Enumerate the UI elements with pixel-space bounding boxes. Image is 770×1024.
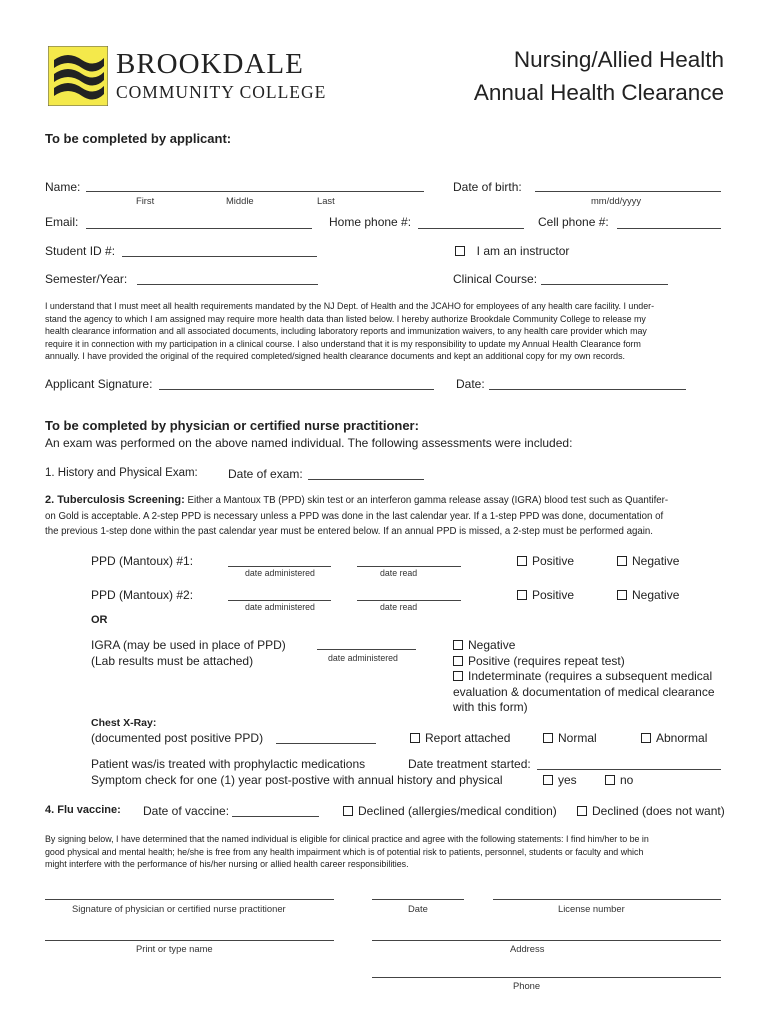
checkbox-icon[interactable] bbox=[617, 590, 627, 600]
ppd1-date-read-field[interactable] bbox=[357, 566, 461, 567]
symptom-check-label: Symptom check for one (1) year post-postive with annual history and physical bbox=[91, 773, 503, 787]
igra-results: Negative Positive (requires repeat test) Indeterminate (requires a subsequent medical evaluation & documentation of medical clearance with this form) bbox=[453, 638, 715, 714]
phone-label: Phone bbox=[513, 980, 541, 991]
igra-negative-checkbox[interactable]: Negative bbox=[453, 638, 715, 654]
home-phone-field[interactable] bbox=[418, 228, 524, 229]
college-subtitle: COMMUNITY COLLEGE bbox=[116, 82, 327, 102]
xray-abnormal-checkbox[interactable]: Abnormal bbox=[641, 731, 707, 745]
clinical-course-field[interactable] bbox=[541, 284, 668, 285]
physician-section-heading: To be completed by physician or certified nurse practitioner: bbox=[45, 418, 419, 433]
checkbox-icon[interactable] bbox=[410, 733, 420, 743]
instructor-checkbox[interactable] bbox=[455, 244, 569, 258]
checkbox-icon[interactable] bbox=[543, 775, 553, 785]
instructor-label: I am an instructor bbox=[476, 244, 570, 258]
ppd2-date-read-hint: date read bbox=[380, 602, 418, 612]
flu-declined-medical-checkbox[interactable]: Declined (allergies/medical condition) bbox=[343, 804, 557, 818]
symptom-no-checkbox[interactable]: no bbox=[605, 773, 633, 787]
applicant-statement: I understand that I must meet all health requirements mandated by the NJ Dept. of Health and the JCAHO for employees of any health care facility. I under- stand the agency to which I am assigned may require more health data than listed below. I hereby authorize Brookdale Community College to release my health clearance information and all associated documents, including laboratory reports and immunization waivers, to any health care provider which may require it in connection with my participation in a clinical course. I also understand that it is my responsibility to update my Annual Health Clearance form annually. I have provided the original of the required completed/signed health clearance documents and kept an additional copy for my own records. bbox=[45, 301, 655, 362]
middle-name-hint: Middle bbox=[226, 195, 254, 206]
ppd2-date-administered-hint: date administered bbox=[245, 602, 315, 612]
chest-xray-label: Chest X-Ray: bbox=[91, 717, 157, 729]
ppd2-positive-checkbox[interactable]: Positive bbox=[517, 588, 574, 602]
home-phone-label: Home phone #: bbox=[329, 215, 412, 229]
tb-label: 2. Tuberculosis Screening: bbox=[45, 494, 185, 506]
date-of-exam-field[interactable] bbox=[308, 479, 424, 480]
checkbox-icon[interactable] bbox=[453, 640, 463, 650]
igra-label: IGRA (may be used in place of PPD) (Lab results must be attached) bbox=[91, 638, 286, 668]
ppd1-label: PPD (Mantoux) #1: bbox=[91, 554, 194, 568]
form-title-line1: Nursing/Allied Health bbox=[513, 47, 724, 72]
semester-field[interactable] bbox=[137, 284, 318, 285]
license-number-field[interactable] bbox=[493, 899, 721, 900]
cell-phone-field[interactable] bbox=[617, 228, 721, 229]
history-physical-label: 1. History and Physical Exam: bbox=[45, 467, 198, 479]
physician-signature-field[interactable] bbox=[45, 899, 334, 900]
applicant-section-heading: To be completed by applicant: bbox=[45, 131, 232, 146]
symptom-yes-checkbox[interactable]: yes bbox=[543, 773, 577, 787]
applicant-date-field[interactable] bbox=[489, 389, 686, 390]
applicant-date-label: Date: bbox=[456, 377, 485, 391]
email-field[interactable] bbox=[86, 228, 312, 229]
flu-declined-want-checkbox[interactable]: Declined (does not want) bbox=[577, 804, 725, 818]
license-number-label: License number bbox=[558, 903, 625, 914]
ppd2-date-administered-field[interactable] bbox=[228, 600, 331, 601]
ppd1-date-administered-hint: date administered bbox=[245, 568, 315, 578]
student-id-label: Student ID #: bbox=[45, 244, 116, 258]
dob-format-hint: mm/dd/yyyy bbox=[591, 195, 642, 206]
checkbox-icon[interactable] bbox=[577, 806, 587, 816]
ppd2-negative-checkbox[interactable]: Negative bbox=[617, 588, 679, 602]
flu-date-label: Date of vaccine: bbox=[143, 804, 230, 818]
ppd1-positive-checkbox[interactable]: Positive bbox=[517, 554, 574, 568]
physician-subheading: An exam was performed on the above named individual. The following assessments were included: bbox=[45, 436, 573, 450]
print-name-field[interactable] bbox=[45, 940, 334, 941]
checkbox-icon[interactable] bbox=[517, 590, 527, 600]
ppd1-date-read-hint: date read bbox=[380, 568, 418, 578]
checkbox-icon[interactable] bbox=[641, 733, 651, 743]
checkbox-icon[interactable] bbox=[343, 806, 353, 816]
name-label: Name: bbox=[45, 180, 81, 194]
form-title-line2: Annual Health Clearance bbox=[473, 80, 724, 105]
physician-date-label: Date bbox=[408, 903, 428, 914]
cell-phone-label: Cell phone #: bbox=[538, 215, 609, 229]
checkbox-icon[interactable] bbox=[453, 671, 463, 681]
applicant-signature-label: Applicant Signature: bbox=[45, 377, 153, 391]
first-name-hint: First bbox=[136, 195, 155, 206]
ppd1-negative-checkbox[interactable]: Negative bbox=[617, 554, 679, 568]
phone-field[interactable] bbox=[372, 977, 721, 978]
clinical-course-label: Clinical Course: bbox=[453, 272, 538, 286]
college-logo bbox=[48, 46, 108, 106]
tb-screening-block: 2. Tuberculosis Screening: Either a Mantoux TB (PPD) skin test or an interferon gamma release assay (IGRA) blood test such as Quantifer- on Gold is acceptable. A 2-step PPD is necessary unless a PPD was done in the last calendar year. If a 1-step PPD was done, documentation of the previous 1-step done within the past calendar year must be entered below. If an annual PPD is missed, a 2-step must be performed again. bbox=[45, 494, 669, 537]
igra-positive-checkbox[interactable]: Positive (requires repeat test) bbox=[453, 654, 715, 670]
chest-xray-date-field[interactable] bbox=[276, 743, 376, 744]
dob-field[interactable] bbox=[535, 191, 721, 192]
name-field[interactable] bbox=[86, 191, 424, 192]
checkbox-icon[interactable] bbox=[455, 246, 465, 256]
checkbox-icon[interactable] bbox=[517, 556, 527, 566]
brookdale-logo-icon bbox=[48, 46, 108, 106]
date-of-exam-label: Date of exam: bbox=[228, 467, 303, 481]
prophylactic-label: Patient was/is treated with prophylactic medications bbox=[91, 757, 366, 771]
xray-normal-checkbox[interactable]: Normal bbox=[543, 731, 597, 745]
date-treatment-field[interactable] bbox=[537, 769, 721, 770]
date-treatment-label: Date treatment started: bbox=[408, 757, 531, 771]
ppd1-date-administered-field[interactable] bbox=[228, 566, 331, 567]
college-name: BROOKDALE bbox=[116, 48, 304, 80]
semester-label: Semester/Year: bbox=[45, 272, 128, 286]
physician-signature-label: Signature of physician or certified nurse practitioner bbox=[72, 903, 286, 914]
student-id-field[interactable] bbox=[122, 256, 317, 257]
ppd2-label: PPD (Mantoux) #2: bbox=[91, 588, 194, 602]
applicant-signature-field[interactable] bbox=[159, 389, 434, 390]
igra-indeterminate-checkbox[interactable]: Indeterminate (requires a subsequent medical bbox=[453, 669, 715, 685]
address-field[interactable] bbox=[372, 940, 721, 941]
flu-vaccine-label: 4. Flu vaccine: bbox=[45, 804, 121, 816]
physician-date-field[interactable] bbox=[372, 899, 464, 900]
last-name-hint: Last bbox=[317, 195, 335, 206]
flu-date-field[interactable] bbox=[232, 816, 319, 817]
igra-date-administered-field[interactable] bbox=[317, 649, 416, 650]
email-label: Email: bbox=[45, 215, 79, 229]
ppd2-date-read-field[interactable] bbox=[357, 600, 461, 601]
checkbox-icon[interactable] bbox=[617, 556, 627, 566]
address-label: Address bbox=[510, 943, 545, 954]
physician-attestation: By signing below, I have determined that the named individual is eligible for clinical practice and agree with the following statements: I find him/her to be in good physical and mental health; he/she is free from any health impairment which is of potential risk to patients, personnel, students or faculty and which might interfere with the performance of his/her nursing or allied health career responsibilities. bbox=[45, 834, 649, 870]
dob-label: Date of birth: bbox=[453, 180, 522, 194]
igra-date-administered-hint: date administered bbox=[328, 653, 398, 663]
chest-xray-subtitle: (documented post positive PPD) bbox=[91, 731, 264, 745]
checkbox-icon[interactable] bbox=[543, 733, 553, 743]
report-attached-checkbox[interactable]: Report attached bbox=[410, 731, 510, 745]
checkbox-icon[interactable] bbox=[605, 775, 615, 785]
checkbox-icon[interactable] bbox=[453, 656, 463, 666]
or-label: OR bbox=[91, 614, 108, 626]
print-name-label: Print or type name bbox=[136, 943, 213, 954]
